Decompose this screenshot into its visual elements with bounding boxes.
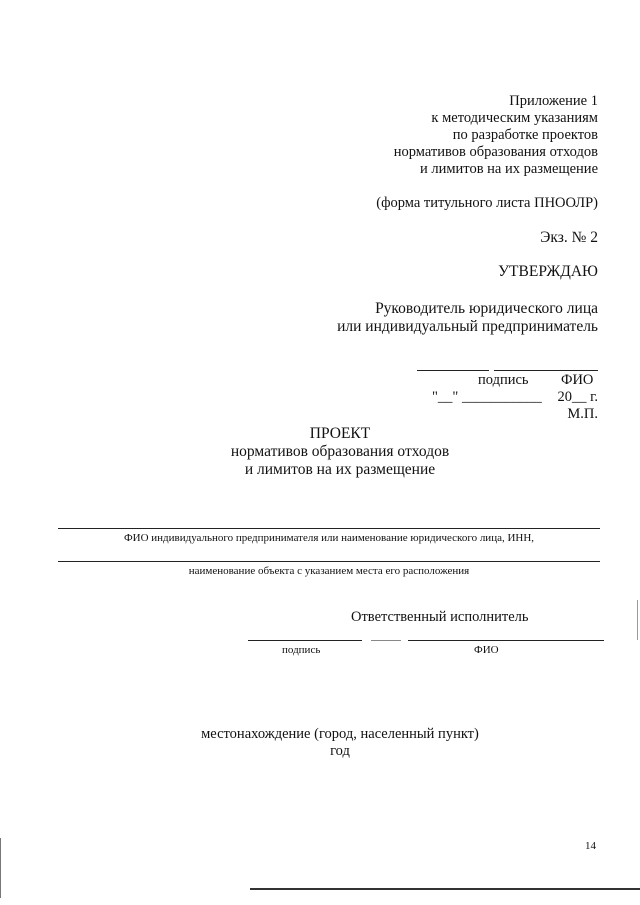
entity-field-line	[58, 528, 600, 529]
appendix-line-1: Приложение 1	[509, 93, 598, 109]
executor-name-label: ФИО	[474, 644, 499, 656]
approve-date-quote: "__" ___________	[432, 389, 542, 405]
appendix-line-5: и лимитов на их размещение	[419, 161, 598, 177]
appendix-line-4: нормативов образования отходов	[393, 144, 598, 160]
executor-title: Ответственный исполнитель	[351, 609, 529, 625]
approve-signature-label: подпись	[478, 372, 529, 388]
form-note: (форма титульного листа ПНООЛР)	[376, 195, 598, 211]
object-field-line	[58, 561, 600, 562]
appendix-line-3: по разработке проектов	[452, 127, 598, 143]
copy-number: Экз. № 2	[540, 229, 598, 246]
stamp-label: М.П.	[567, 406, 598, 422]
project-line-2: нормативов образования отходов	[230, 443, 450, 460]
entity-field-caption: ФИО индивидуального предпринимателя или наименование юридического лица, ИНН,	[123, 532, 535, 544]
approve-name-line	[494, 370, 598, 371]
approve-position-line-2: или индивидуальный предприниматель	[337, 318, 598, 335]
approve-position-line-1: Руководитель юридического лица	[375, 300, 598, 317]
object-field-caption: наименование объекта с указанием места его расположения	[188, 565, 470, 577]
project-line-3: и лимитов на их размещение	[244, 461, 436, 478]
project-title: ПРОЕКТ	[309, 425, 371, 442]
page-number: 14	[585, 840, 596, 852]
approve-signature-line	[417, 370, 489, 371]
approve-title: УТВЕРЖДАЮ	[498, 263, 598, 280]
scan-edge-bottom	[250, 888, 640, 890]
executor-name-line	[408, 640, 604, 641]
year-label: год	[330, 743, 350, 759]
scan-edge-left	[0, 838, 1, 898]
approve-date-year: 20__ г.	[557, 389, 598, 405]
appendix-line-2: к методическим указаниям	[431, 110, 598, 126]
executor-signature-label: подпись	[282, 644, 321, 656]
executor-separator-line	[371, 640, 401, 641]
location-label: местонахождение (город, населенный пункт)	[201, 726, 479, 742]
executor-signature-line	[248, 640, 362, 641]
scan-edge-right	[637, 600, 638, 640]
approve-name-label: ФИО	[561, 372, 594, 388]
